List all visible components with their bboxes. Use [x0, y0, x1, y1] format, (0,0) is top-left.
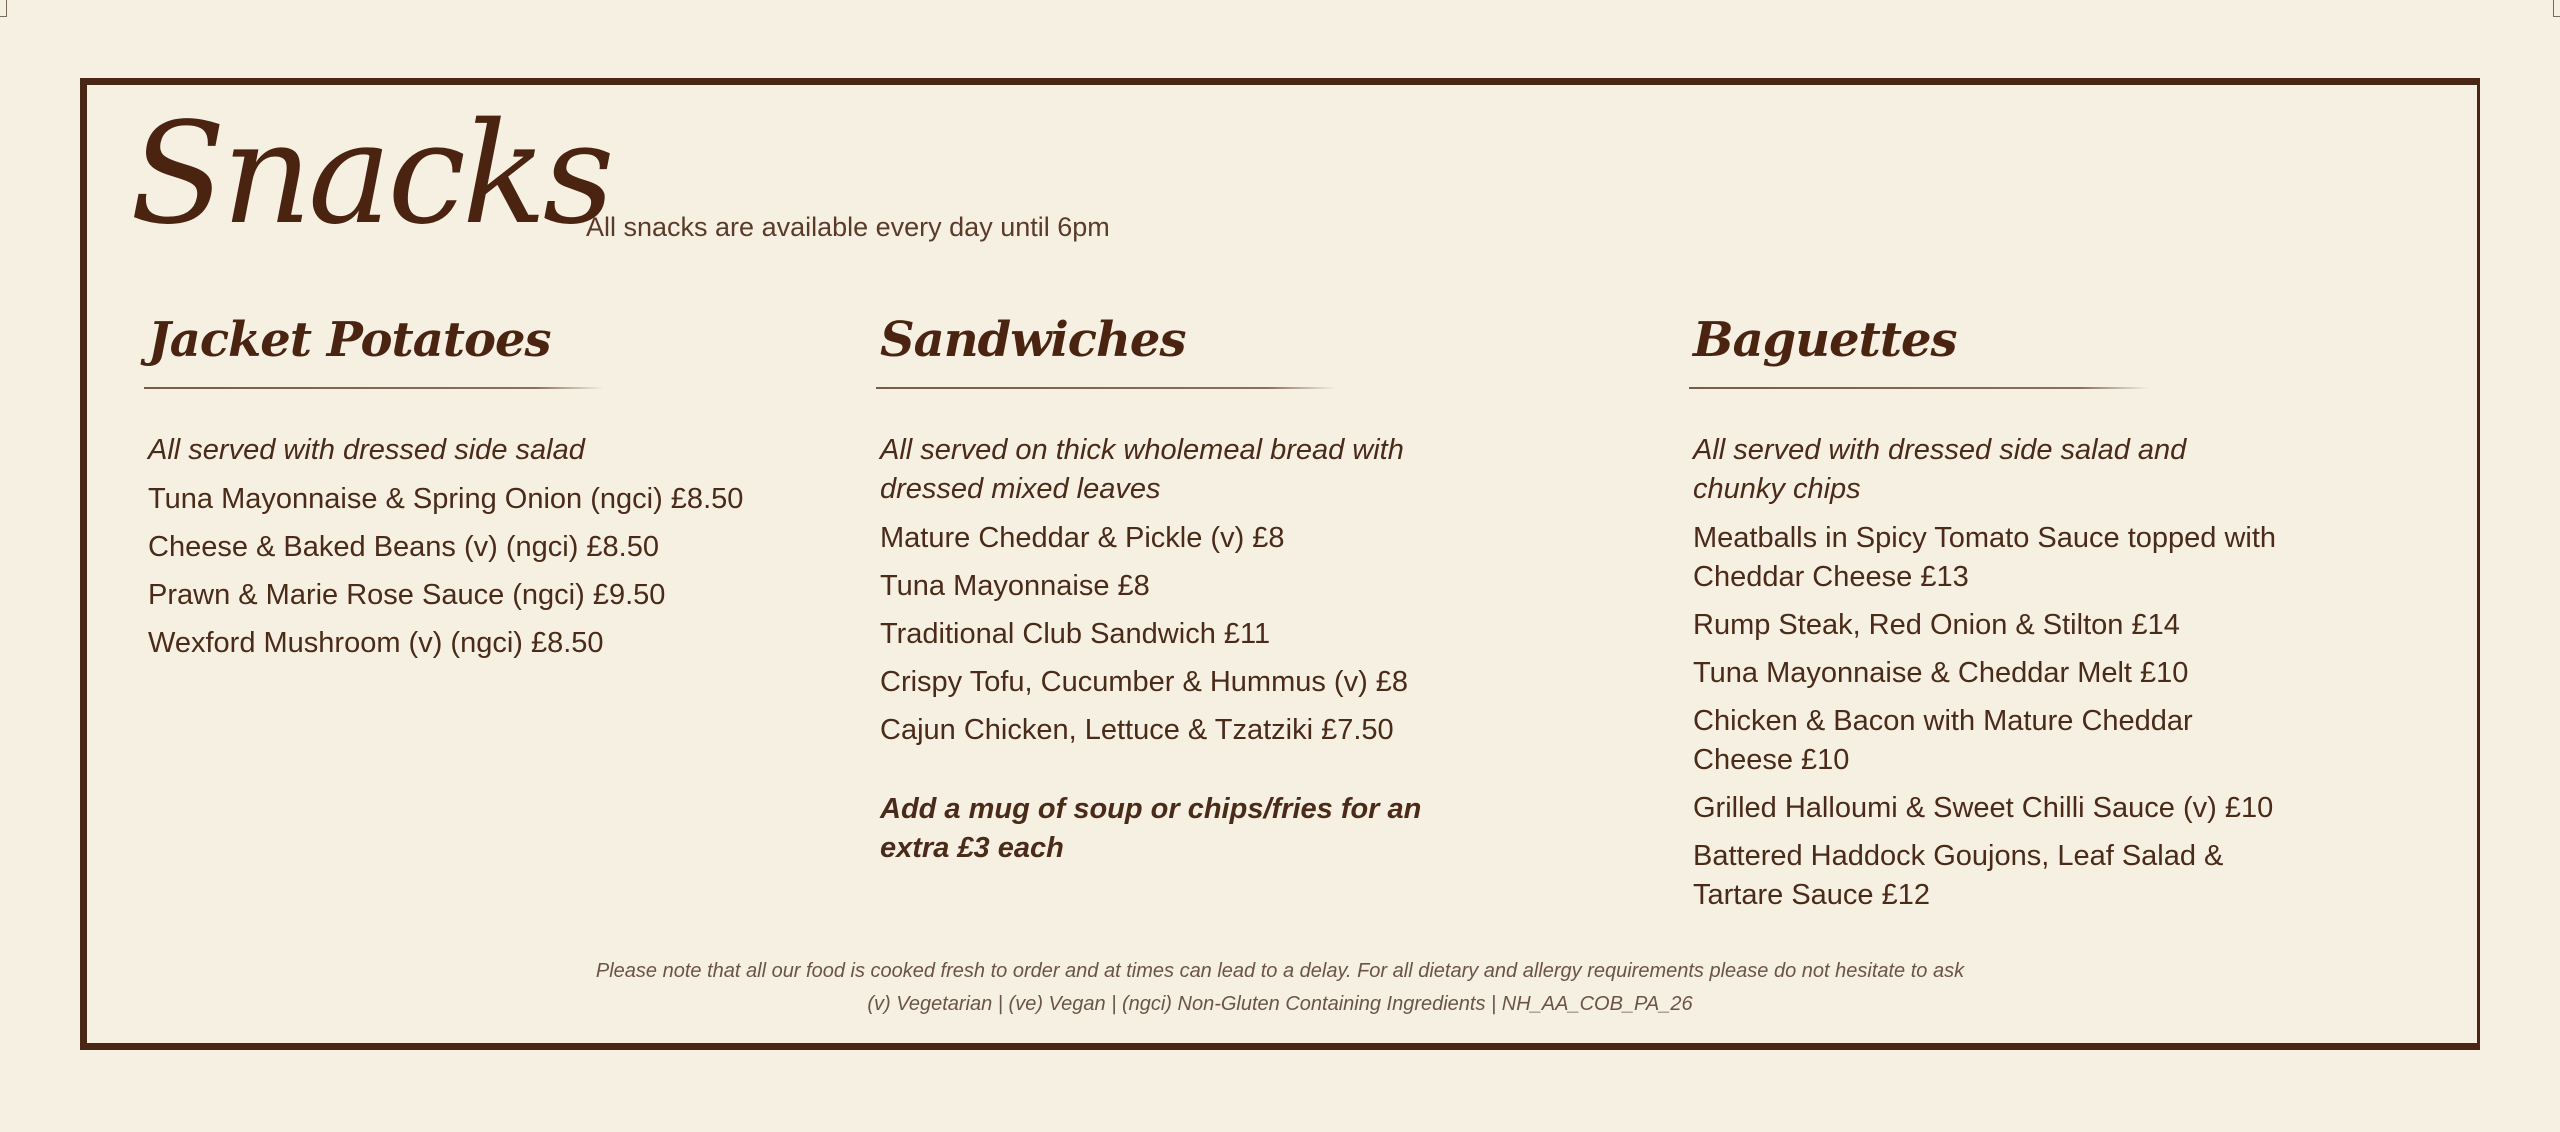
section-heading: Jacket Potatoes: [148, 312, 551, 368]
heading-divider: [1689, 387, 2149, 389]
section-sandwiches: [880, 305, 1500, 868]
section-heading: Sandwiches: [880, 312, 1186, 368]
footer-key: (v) Vegetarian | (ve) Vegan | (ngci) Non-Gluten Containing Ingredients | NH_AA_COB_PA_26: [867, 993, 1693, 1015]
menu-item: Crispy Tofu, Cucumber & Hummus (v) £8: [880, 666, 1409, 698]
page-subtitle: All snacks are available every day until 6pm: [586, 212, 1110, 242]
section-heading: Baguettes: [1693, 312, 1957, 368]
crop-mark: [2553, 0, 2560, 17]
menu-item: Cheese & Baked Beans (v) (ngci) £8.50: [148, 531, 659, 563]
section-intro: All served on thick wholemeal bread with dressed mixed leaves: [880, 434, 1404, 505]
footer-note: Please note that all our food is cooked fresh to order and at times can lead to a delay. For all dietary and allergy requirements please do not hesitate to ask: [595, 960, 1965, 982]
crop-mark: [0, 0, 7, 17]
menu-item: Tuna Mayonnaise & Spring Onion (ngci) £8.50: [148, 483, 744, 515]
menu-item: Tuna Mayonnaise £8: [880, 570, 1150, 602]
section-jacket-potatoes: [148, 305, 768, 672]
menu-item: Meatballs in Spicy Tomato Sauce topped with Cheddar Cheese £13: [1693, 522, 2277, 593]
section-baguettes: [1693, 305, 2313, 924]
heading-divider: [876, 387, 1336, 389]
section-intro: All served with dressed side salad and chunky chips: [1693, 434, 2187, 505]
menu-item: Prawn & Marie Rose Sauce (ngci) £9.50: [148, 579, 666, 611]
menu-item: Battered Haddock Goujons, Leaf Salad & Tartare Sauce £12: [1693, 840, 2224, 911]
heading-divider: [144, 387, 604, 389]
section-intro: All served with dressed side salad: [148, 434, 585, 466]
menu-item: Wexford Mushroom (v) (ngci) £8.50: [148, 627, 604, 659]
page-title: Snacks: [130, 93, 611, 256]
menu-item: Rump Steak, Red Onion & Stilton £14: [1693, 609, 2180, 641]
menu-item: Chicken & Bacon with Mature Cheddar Cheese £10: [1693, 705, 2193, 776]
menu-item: Grilled Halloumi & Sweet Chilli Sauce (v) £10: [1693, 792, 2274, 824]
menu-item: Traditional Club Sandwich £11: [880, 618, 1271, 650]
menu-item: Cajun Chicken, Lettuce & Tzatziki £7.50: [880, 714, 1394, 746]
add-on-note: Add a mug of soup or chips/fries for an extra £3 each: [880, 793, 1422, 864]
menu-item: Tuna Mayonnaise & Cheddar Melt £10: [1693, 657, 2189, 689]
menu-item: Mature Cheddar & Pickle (v) £8: [880, 522, 1285, 554]
